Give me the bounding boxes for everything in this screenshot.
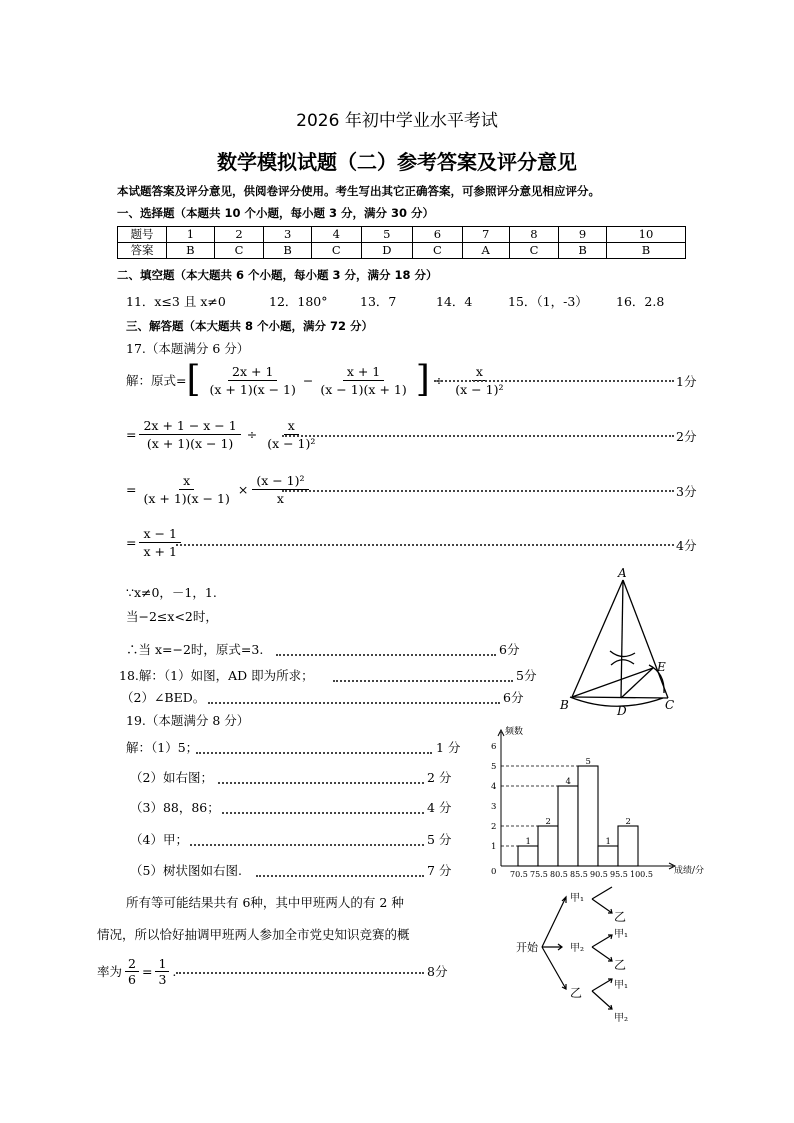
denominator: (x − 1)(x + 1) [320, 381, 407, 397]
question-number: 7 [462, 227, 509, 243]
q19-score-1: 1 分 [436, 740, 461, 755]
answer-cell: C [311, 243, 361, 259]
denominator: (x + 1)(x − 1) [143, 490, 230, 506]
equals-sign: = [126, 426, 137, 442]
leader-dots [218, 782, 424, 784]
q19-item-3: （3）88，86； [130, 800, 220, 815]
y-tick-label: 2 [491, 822, 497, 832]
tree-diagram [512, 885, 642, 1025]
denominator: (x − 1)² [267, 435, 316, 451]
right-bracket: ] [415, 359, 430, 400]
left-bracket: [ [186, 359, 201, 400]
denominator: 6 [128, 971, 136, 987]
question-number: 1 [167, 227, 215, 243]
branch-12 [592, 899, 612, 913]
numerator: x [284, 418, 299, 435]
question-number: 8 [509, 227, 559, 243]
equals-sign: = [141, 963, 153, 979]
tree-node: 乙 [570, 986, 583, 1000]
frequency-histogram [488, 722, 705, 880]
fraction [139, 418, 240, 451]
y-axis-label: 频数 [505, 727, 524, 737]
numerator: x [472, 364, 487, 381]
denominator: (x + 1)(x − 1) [146, 435, 234, 451]
fill-answer-14: 14．4 [436, 294, 473, 309]
divide-sign: ÷ [433, 372, 445, 388]
x-tick-label: 95.5 [610, 870, 628, 879]
x-tick-label: 75.5 [530, 870, 548, 879]
answer-table [117, 226, 686, 259]
q19-probability [97, 951, 176, 991]
fraction [252, 473, 308, 506]
q19-item-4: （4）甲； [130, 832, 188, 847]
leader-dots [196, 752, 432, 754]
branch-start-a1 [542, 897, 566, 947]
answer-cell: C [214, 243, 264, 259]
leader-dots [256, 875, 424, 877]
fill-answer-16: 16．2.8 [616, 294, 665, 309]
equals-sign: = [126, 481, 137, 497]
y-tick-label: 5 [491, 762, 497, 772]
x-tick-label: 85.5 [570, 870, 588, 879]
section1-heading: 一、选择题（本题共 10 个小题，每小题 3 分，满分 30 分） [117, 206, 435, 220]
q19-header: 19.（本题满分 8 分） [126, 713, 250, 728]
q19-score-2: 2 分 [427, 770, 452, 785]
question-number: 10 [606, 227, 685, 243]
arc-mark-2 [611, 660, 634, 665]
x-tick-label: 70.5 [510, 870, 528, 879]
label-c: C [665, 698, 675, 712]
fraction [263, 418, 319, 451]
q17-step2 [126, 414, 322, 454]
bar-value-label: 2 [625, 817, 631, 827]
segment-be [572, 668, 653, 697]
y-tick-label: 6 [491, 742, 497, 752]
numerator: 2x + 1 − x − 1 [139, 418, 240, 435]
q17-score4: 4分 [676, 538, 697, 553]
answer-cell: B [559, 243, 607, 259]
leader-dots [208, 702, 500, 704]
q19-item-1: 解：（1）5； [126, 740, 199, 755]
answer-cell: C [413, 243, 463, 259]
label-d: D [617, 704, 627, 718]
fraction [316, 364, 410, 397]
histogram-bar [558, 786, 578, 866]
numerator: x − 1 [139, 526, 180, 543]
branch-start-b [542, 947, 566, 989]
label-b: B [560, 698, 569, 712]
q17-header: 17.（本题满分 6 分） [126, 341, 250, 356]
denominator: (x + 1)(x − 1) [209, 381, 296, 397]
scoring-note: 本试题答案及评分意见，供阅卷评分使用。考生写出其它正确答案，可参照评分意见相应评分。 [117, 184, 600, 198]
answer-cell: B [264, 243, 312, 259]
exam-title: 2026 年初中学业水平考试 [296, 111, 498, 131]
y-tick-label: 4 [491, 782, 497, 792]
leader-dots [176, 544, 674, 546]
numerator: 2x + 1 [228, 364, 277, 381]
q17-condition: ∵x≠0，－1，1. [126, 585, 217, 600]
q17-step1-prefix: 解：原式= [126, 373, 187, 388]
numerator: 2 [125, 956, 139, 972]
answer-cell: A [462, 243, 509, 259]
fraction [139, 473, 233, 506]
q18-score1: 5分 [516, 668, 537, 683]
leader-dots [176, 972, 424, 974]
question-number-row [118, 227, 686, 243]
bar-value-label: 5 [585, 757, 591, 767]
side-ab [572, 580, 623, 697]
q18-part2: （2）∠BED。 [121, 690, 206, 705]
histogram-bar [618, 826, 638, 866]
label-a: A [618, 566, 627, 580]
bar-value-label: 1 [605, 837, 611, 847]
label-e: E [657, 660, 666, 674]
q19-score-5: 7 分 [427, 863, 452, 878]
q18-score2: 6分 [503, 690, 524, 705]
denominator: x [276, 490, 284, 506]
q17-step3 [126, 469, 312, 509]
row-label-answer: 答案 [118, 243, 167, 259]
q17-score2: 2分 [676, 429, 697, 444]
fraction [206, 364, 300, 397]
q19-explanation-2: 情况，所以恰好抽调甲班两人参加全市党史知识竞赛的概 [97, 927, 410, 942]
question-number: 6 [413, 227, 463, 243]
branch-32 [592, 991, 612, 1009]
q19-score-3: 4 分 [427, 800, 452, 815]
numerator: 1 [155, 956, 169, 972]
numerator: (x − 1)² [252, 473, 308, 490]
question-number: 5 [361, 227, 413, 243]
tree-leaf: 甲₁ [614, 980, 629, 991]
times-sign: × [237, 481, 249, 497]
leader-dots [282, 435, 674, 437]
equals-sign: = [126, 534, 137, 550]
triangle-figure [555, 565, 685, 718]
q19-item-5: （5）树状图如右图. [130, 863, 242, 878]
section3-heading: 三、解答题（本大题共 8 个小题，满分 72 分） [126, 319, 374, 333]
fill-answer-13: 13．7 [360, 294, 397, 309]
histogram-bar [538, 826, 558, 866]
q19-explanation-1: 所有等可能结果共有 6种，其中甲班两人的有 2 种 [126, 895, 404, 910]
section2-heading: 二、填空题（本大题共 6 个小题，每小题 3 分，满分 18 分） [117, 268, 438, 282]
tree-leaf: 乙 [614, 910, 627, 924]
x-tick-label: 90.5 [590, 870, 608, 879]
y-tick-label: 1 [491, 842, 497, 852]
answer-cell: D [361, 243, 413, 259]
fill-answer-15: 15．（1，-3） [508, 294, 588, 309]
q18-part1: 18.解：（1）如图，AD 即为所求； [119, 668, 314, 683]
q19-score-final: 8分 [427, 964, 448, 979]
answer-cell: B [606, 243, 685, 259]
tree-node: 甲₁ [570, 893, 585, 904]
tree-node: 甲₂ [570, 943, 585, 954]
question-number: 2 [214, 227, 264, 243]
side-ac [623, 580, 668, 698]
leader-dots [333, 680, 513, 682]
question-number: 4 [311, 227, 361, 243]
x-tick-label: 100.5 [630, 870, 653, 879]
branch-21 [592, 935, 612, 947]
row-label-question: 题号 [118, 227, 167, 243]
branch-31 [592, 979, 612, 991]
x-tick-label: 80.5 [550, 870, 568, 879]
y-tick-label: 3 [491, 802, 497, 812]
q17-range: 当−2≤x<2时， [126, 609, 218, 624]
histogram-bars [518, 766, 638, 866]
denominator: 3 [158, 971, 167, 987]
segment-de [621, 668, 653, 698]
y-tick-label: 0 [491, 867, 497, 877]
question-number: 9 [559, 227, 607, 243]
fraction [125, 956, 139, 987]
histogram-bar [518, 846, 538, 866]
fill-answer-12: 12．180° [269, 294, 328, 309]
leader-dots [190, 844, 424, 846]
tree-leaf: 甲₁ [614, 929, 629, 940]
answer-key-title: 数学模拟试题（二）参考答案及评分意见 [217, 150, 577, 174]
tree-leaf: 甲₂ [614, 1013, 629, 1024]
period: . [172, 963, 177, 979]
bar-value-label: 1 [525, 837, 531, 847]
leader-dots [222, 812, 424, 814]
side-bc [572, 697, 668, 698]
q19-item-2: （2）如右图； [130, 770, 213, 785]
numerator: x [179, 473, 194, 490]
branch-start-a2 [542, 944, 562, 950]
fill-answer-11: 11．x≤3 且 x≠0 [126, 294, 226, 309]
branch-22 [592, 947, 612, 961]
q17-score1: 1分 [676, 374, 697, 389]
answer-cell: C [509, 243, 559, 259]
leader-dots [276, 654, 496, 656]
fraction [155, 956, 169, 987]
tree-start: 开始 [516, 941, 538, 954]
fraction [139, 526, 180, 559]
histogram-bar [578, 766, 598, 866]
leader-dots [434, 380, 674, 382]
q17-result: ∴当 x=−2时，原式=3. [126, 642, 264, 657]
answer-row [118, 243, 686, 259]
divide-sign: ÷ [246, 426, 258, 442]
q17-score3: 3分 [676, 484, 697, 499]
denominator: x + 1 [143, 543, 177, 559]
x-axis-label: 成绩/分 [674, 866, 705, 876]
minus-sign: − [302, 372, 314, 388]
q19-prob-prefix: 率为 [97, 964, 123, 979]
answer-cell: B [167, 243, 215, 259]
bar-value-label: 4 [565, 777, 571, 787]
q17-step4 [126, 522, 184, 562]
branch-11 [592, 887, 612, 899]
q17-score6: 6分 [499, 642, 520, 657]
numerator: x + 1 [343, 364, 384, 381]
question-number: 3 [264, 227, 312, 243]
leader-dots [282, 490, 674, 492]
arc-mark-1 [610, 651, 635, 657]
tree-leaf: 乙 [614, 958, 627, 972]
q19-score-4: 5 分 [427, 832, 452, 847]
denominator: (x − 1)² [455, 381, 504, 397]
bar-value-label: 2 [545, 817, 551, 827]
segment-ad [621, 580, 623, 698]
histogram-bar [598, 846, 618, 866]
